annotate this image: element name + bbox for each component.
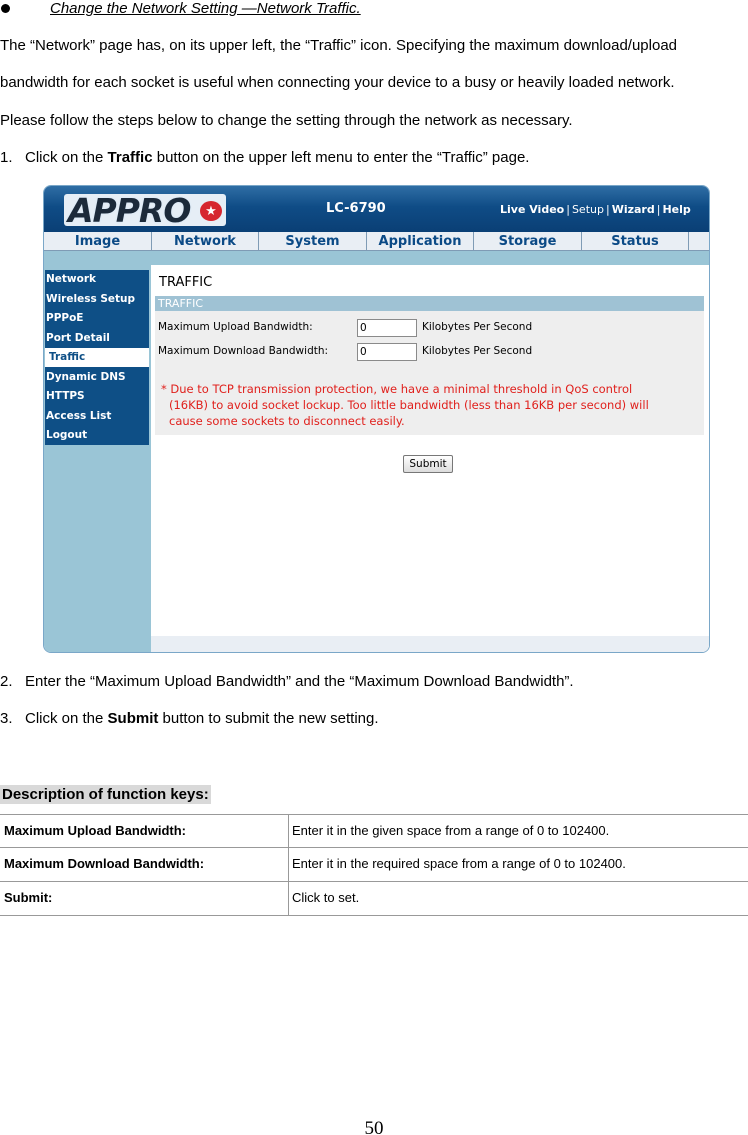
qos-warning-note: [161, 381, 649, 429]
table-row: [0, 848, 748, 882]
page-number: 50: [364, 1118, 384, 1135]
tab-status[interactable]: Status: [582, 232, 689, 251]
step-text-end: button to submit the new setting.: [158, 710, 379, 727]
note-line-2: (16KB) to avoid socket lockup. Too little bandwidth (less than 16KB per second) will: [169, 398, 649, 412]
download-bandwidth-input[interactable]: 0: [357, 343, 417, 361]
page-title: TRAFFIC: [159, 275, 213, 290]
step-text-end: button on the upper left menu to enter the “Traffic” page.: [152, 149, 530, 166]
tab-storage[interactable]: Storage: [474, 232, 582, 251]
step-3: [0, 710, 379, 728]
sidebar-item-https[interactable]: HTTPS: [46, 390, 85, 402]
upload-bandwidth-input[interactable]: 0: [357, 319, 417, 337]
link-wizard[interactable]: Wizard: [611, 203, 655, 216]
brand-logo: APPRO: [68, 191, 191, 230]
key-description: Click to set.: [292, 890, 360, 905]
traffic-panel: [155, 296, 704, 435]
section-heading: [0, 0, 748, 18]
tab-system[interactable]: System: [259, 232, 367, 251]
panel-header: TRAFFIC: [155, 296, 704, 311]
link-help[interactable]: Help: [662, 203, 691, 216]
sidebar-item-traffic[interactable]: Traffic: [45, 348, 149, 367]
key-name: Submit:: [4, 890, 53, 905]
table-row: [0, 814, 748, 848]
note-line-1: * Due to TCP transmission protection, we have a minimal threshold in QoS control: [161, 382, 633, 396]
tab-network[interactable]: Network: [152, 232, 259, 251]
upload-label: Maximum Upload Bandwidth:: [158, 321, 313, 333]
submit-button[interactable]: Submit: [403, 455, 453, 473]
sidebar-item-wireless-setup[interactable]: Wireless Setup: [46, 292, 136, 305]
link-live-video[interactable]: Live Video: [500, 203, 565, 216]
link-setup[interactable]: Setup: [571, 203, 604, 216]
cell-divider: [288, 882, 289, 916]
embedded-screenshot: [43, 185, 710, 653]
footer-band: [151, 636, 710, 653]
sidebar-item-pppoe[interactable]: PPPoE: [46, 312, 84, 324]
sidebar-item-port-detail[interactable]: Port Detail: [46, 331, 110, 344]
tab-application[interactable]: Application: [367, 232, 474, 251]
download-label: Maximum Download Bandwidth:: [158, 345, 329, 357]
top-links: Live Video | Setup | Wizard | Help: [500, 203, 691, 216]
bullet-icon: [1, 4, 10, 13]
intro-line-3: Please follow the steps below to change the setting through the network as necessary.: [0, 112, 573, 129]
sidebar-item-access-list[interactable]: Access List: [46, 409, 112, 422]
content-area: [151, 265, 710, 653]
cell-divider: [288, 815, 289, 849]
star-icon: ★: [200, 201, 222, 221]
web-header: [44, 186, 710, 232]
step-bold: Submit: [107, 710, 159, 727]
step-text: Click on the: [25, 149, 108, 166]
step-number: 3.: [0, 710, 13, 727]
note-line-3: cause some sockets to disconnect easily.: [169, 414, 405, 428]
sidebar-item-logout[interactable]: Logout: [46, 429, 88, 441]
cell-divider: [288, 848, 289, 882]
step-number: 2.: [0, 673, 13, 690]
tab-image[interactable]: Image: [44, 232, 152, 251]
sidebar: [44, 265, 151, 653]
step-number: 1.: [0, 149, 13, 166]
description-title: Description of function keys:: [2, 786, 209, 803]
key-name: Maximum Upload Bandwidth:: [4, 823, 186, 838]
key-name: Maximum Download Bandwidth:: [4, 856, 205, 871]
step-bold: Traffic: [107, 149, 153, 166]
table-row: [0, 882, 748, 916]
key-description: Enter it in the required space from a range of 0 to 102400.: [292, 856, 626, 871]
download-unit: Kilobytes Per Second: [422, 345, 533, 357]
step-text: Enter the “Maximum Upload Bandwidth” and the “Maximum Download Bandwidth”.: [25, 673, 574, 690]
model-name: LC-6790: [326, 201, 386, 216]
intro-line-1: The “Network” page has, on its upper left, the “Traffic” icon. Specifying the maximum download/upload: [0, 37, 677, 54]
sidebar-item-network[interactable]: Network: [46, 273, 97, 285]
section-heading-text: Change the Network Setting —Network Traffic.: [50, 0, 361, 17]
step-text: Click on the: [25, 710, 108, 727]
sidebar-item-dynamic-dns[interactable]: Dynamic DNS: [46, 370, 126, 383]
divider-band: [44, 251, 710, 265]
step-1: [0, 149, 529, 167]
intro-line-2: bandwidth for each socket is useful when connecting your device to a busy or heavily loaded network.: [0, 74, 675, 91]
key-description: Enter it in the given space from a range of 0 to 102400.: [292, 823, 610, 838]
sidebar-menu: [45, 270, 149, 445]
step-2: [0, 673, 574, 691]
upload-unit: Kilobytes Per Second: [422, 321, 533, 333]
main-tabs: [44, 232, 710, 251]
